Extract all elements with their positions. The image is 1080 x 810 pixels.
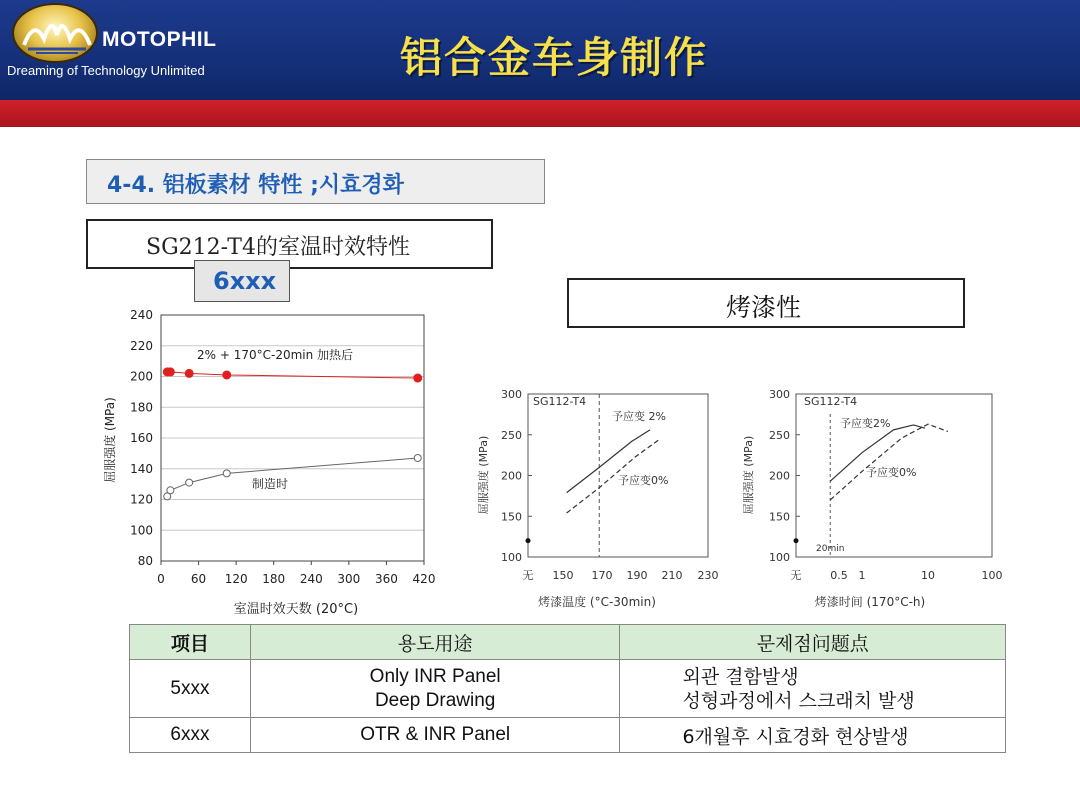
table-cell-issue-line: 외관 결함발생 xyxy=(682,665,799,688)
table-cell-issue xyxy=(620,660,1006,718)
aging-xtick-label: 180 xyxy=(262,572,286,586)
bake-title-box xyxy=(567,278,965,328)
aging-xtick-label: 120 xyxy=(224,572,248,586)
bake-temp-xtick-label: 150 xyxy=(552,569,574,582)
bake-temp-ytick-label: 200 xyxy=(501,469,522,483)
section-heading: 4-4. 铝板素材 特性 ;시효경화 xyxy=(107,173,404,198)
aging-series-line xyxy=(167,372,417,378)
aging-series-label-initial: 制造时 xyxy=(252,477,289,491)
aging-ytick-label: 100 xyxy=(130,523,153,538)
bake-time-ylabel: 屈服强度 (MPa) xyxy=(742,435,755,515)
aging-ytick-label: 80 xyxy=(137,554,153,568)
bake-temp-xtick-label: 170 xyxy=(591,569,613,582)
table-cell-item: 5xxx xyxy=(130,660,251,718)
table-row xyxy=(130,660,1006,718)
aging-ytick-label: 120 xyxy=(130,492,153,507)
aging-ytick-label: 240 xyxy=(130,308,153,322)
bake-time-none-point xyxy=(794,538,799,543)
bake-temp-label-2pct: 予应变 2% xyxy=(612,410,666,423)
aging-ytick-label: 200 xyxy=(130,369,153,384)
aging-title: SG212-T4的室温时效特性 xyxy=(146,235,410,260)
table-cell-use xyxy=(250,660,620,718)
bake-time-ytick-label: 250 xyxy=(769,428,790,442)
bake-time-xtick-label: 10 xyxy=(921,569,935,582)
aging-data-point xyxy=(185,369,193,377)
bake-temp-xtick-label: 无 xyxy=(522,569,534,582)
brand-tagline: Dreaming of Technology Unlimited xyxy=(7,63,205,78)
aging-series-line xyxy=(167,458,417,496)
aging-xtick-label: 420 xyxy=(412,572,436,586)
bake-temp-none-point xyxy=(526,538,531,543)
bake-temp-ytick-label: 100 xyxy=(501,551,522,564)
bake-time-chart xyxy=(738,380,1008,615)
table-cell-use: OTR & INR Panel xyxy=(250,718,620,753)
table-cell-issue: 6개월후 시효경화 현상발생 xyxy=(620,718,1006,753)
bake-temp-ylabel: 屈服强度 (MPa) xyxy=(477,435,490,515)
bake-temp-ytick-label: 250 xyxy=(501,428,522,442)
bake-time-vline-label: 20min xyxy=(816,544,845,554)
bake-time-xtick-label: 0.5 xyxy=(830,569,848,582)
aging-xtick-label: 360 xyxy=(374,572,398,586)
table-cell-issue-line: 성형과정에서 스크래치 발생 xyxy=(682,689,915,712)
alloy-tag-box xyxy=(194,260,290,302)
bake-time-annotation: SG112-T4 xyxy=(804,395,858,408)
bake-temp-ytick-label: 300 xyxy=(501,388,522,401)
bake-temp-xtick-label: 210 xyxy=(661,569,683,582)
bake-time-xlabel: 烤漆时间 (170°C-h) xyxy=(814,595,926,609)
bake-time-ytick-label: 150 xyxy=(769,510,790,524)
aging-data-point xyxy=(167,487,174,494)
aging-data-point xyxy=(223,470,230,477)
aging-ylabel: 屈服强度 (MPa) xyxy=(103,397,117,483)
aging-data-point xyxy=(414,374,422,382)
aging-data-point xyxy=(186,479,193,486)
header-accent-bar xyxy=(0,100,1080,127)
bake-time-xtick-label: 无 xyxy=(790,569,802,582)
aging-data-point xyxy=(223,371,231,379)
comparison-table xyxy=(129,624,1006,753)
bake-time-label-2pct: 予应变2% xyxy=(840,417,891,430)
aging-chart xyxy=(100,300,445,620)
bake-title: 烤漆性 xyxy=(726,293,802,322)
aging-ytick-label: 140 xyxy=(130,461,153,476)
bake-temp-ytick-label: 150 xyxy=(501,510,522,524)
bake-temp-chart xyxy=(475,380,725,615)
bake-time-xtick-label: 100 xyxy=(981,569,1003,582)
table-cell-use-line: Only INR Panel xyxy=(369,665,501,687)
bake-time-series-line xyxy=(830,424,948,500)
aging-xlabel: 室温时效天数 (20°C) xyxy=(233,602,359,617)
bake-temp-annotation: SG112-T4 xyxy=(533,395,587,408)
aging-data-point xyxy=(414,454,421,461)
aging-xtick-label: 0 xyxy=(157,572,165,586)
table-cell-item: 6xxx xyxy=(130,718,251,753)
aging-ytick-label: 160 xyxy=(130,431,153,445)
bake-temp-label-0pct: 予应变0% xyxy=(618,474,669,487)
aging-data-point xyxy=(166,368,174,376)
aging-xtick-label: 60 xyxy=(190,572,207,586)
bake-time-label-0pct: 予应变0% xyxy=(866,466,917,479)
brand-name: MOTOPHIL xyxy=(102,28,217,51)
bake-time-ytick-label: 100 xyxy=(769,551,790,564)
aging-xtick-label: 240 xyxy=(299,572,323,586)
motophil-logo-icon xyxy=(12,3,98,63)
bake-temp-xlabel: 烤漆温度 (°C-30min) xyxy=(538,595,656,609)
table-cell-use-line: Deep Drawing xyxy=(374,689,496,711)
bake-time-xtick-label: 1 xyxy=(858,569,866,582)
table-header-use: 용도用途 xyxy=(250,625,620,660)
bake-temp-xtick-label: 230 xyxy=(697,569,719,582)
bake-time-ytick-label: 200 xyxy=(769,469,790,483)
bake-time-ytick-label: 300 xyxy=(769,388,790,401)
aging-series-label-heated: 2% + 170°C-20min 加热后 xyxy=(197,348,354,362)
alloy-tag: 6xxx xyxy=(213,267,277,295)
table-header-issue: 문제점问题点 xyxy=(620,625,1006,660)
section-heading-box xyxy=(86,159,545,204)
table-header-item: 项目 xyxy=(130,625,251,660)
table-row xyxy=(130,718,1006,753)
aging-ytick-label: 180 xyxy=(130,400,153,415)
bake-temp-xtick-label: 190 xyxy=(626,569,648,582)
aging-xtick-label: 300 xyxy=(337,572,361,586)
aging-ytick-label: 220 xyxy=(130,338,153,353)
page-title: 铝合金车身制作 xyxy=(400,33,709,82)
